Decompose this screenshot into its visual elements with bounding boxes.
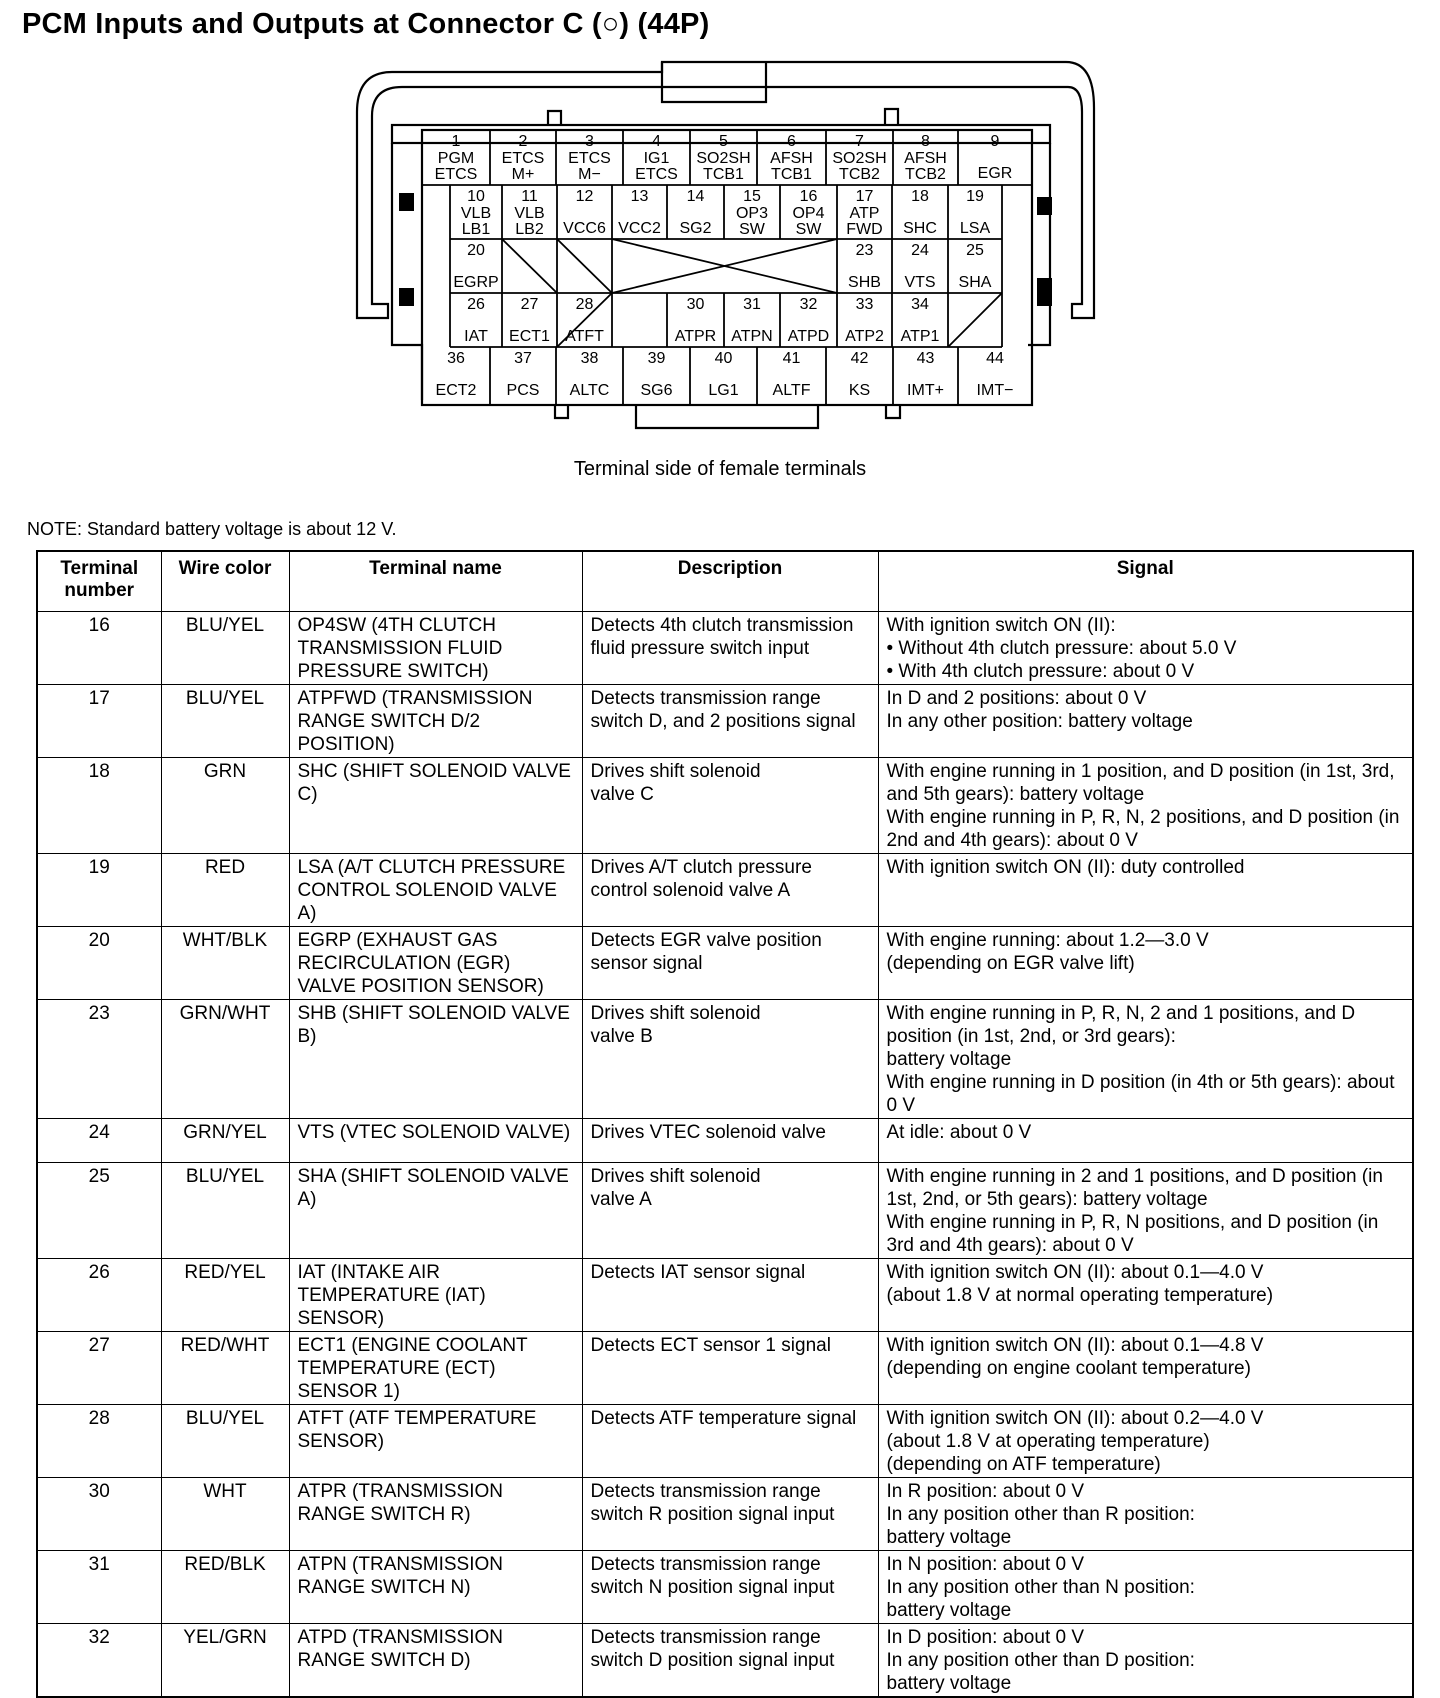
terminal-name-cell: ECT1 (ENGINE COOLANT TEMPERATURE (ECT) SENSOR 1) bbox=[289, 1332, 582, 1405]
connector-pin-8 bbox=[904, 133, 947, 183]
pin-number: 27 bbox=[520, 296, 539, 313]
pin-label: SG2 bbox=[679, 220, 712, 237]
wire-color-cell: GRN bbox=[161, 758, 289, 854]
terminal-name-cell: ATPR (TRANSMISSION RANGE SWITCH R) bbox=[289, 1478, 582, 1551]
terminal-number-cell: 16 bbox=[37, 612, 161, 685]
pin-label: LG1 bbox=[708, 382, 739, 399]
connector-pin-44 bbox=[977, 350, 1014, 399]
pin-label: FWD bbox=[846, 221, 883, 238]
connector-pin-34 bbox=[901, 296, 940, 345]
signal-cell: With ignition switch ON (II): about 0.1—4.8 V (depending on engine coolant temperature) bbox=[878, 1332, 1413, 1405]
pin-number: 14 bbox=[686, 188, 705, 205]
pin-label: ALTF bbox=[772, 382, 811, 399]
pin-label: ATPD bbox=[787, 328, 830, 345]
pin-number: 6 bbox=[787, 133, 796, 150]
connector-pin-40 bbox=[708, 350, 738, 399]
pin-label: PGM bbox=[437, 150, 475, 167]
connector-pin-3 bbox=[568, 133, 611, 183]
description-cell: Detects transmission range switch D, and 2 positions signal bbox=[582, 685, 878, 758]
wire-color-cell: BLU/YEL bbox=[161, 1163, 289, 1259]
pin-number: 28 bbox=[575, 296, 594, 313]
pin-number: 31 bbox=[743, 296, 761, 313]
signal-cell: In D position: about 0 V In any position other than D position: battery voltage bbox=[878, 1624, 1413, 1698]
connector-pin-27 bbox=[509, 296, 550, 345]
pin-number: 8 bbox=[921, 133, 930, 150]
table-row bbox=[37, 854, 1413, 927]
pin-label: TCB1 bbox=[771, 166, 812, 183]
connector-pin-14 bbox=[679, 188, 711, 237]
description-cell: Detects transmission range switch R position signal input bbox=[582, 1478, 878, 1551]
pin-label: EGR bbox=[977, 165, 1013, 182]
terminal-number-cell: 26 bbox=[37, 1259, 161, 1332]
connector-pin-23 bbox=[848, 242, 881, 291]
connector-pin-1 bbox=[435, 133, 478, 183]
pin-number: 38 bbox=[580, 350, 599, 367]
pin-label: ATPR bbox=[674, 328, 717, 345]
description-cell: Detects 4th clutch transmission fluid pressure switch input bbox=[582, 612, 878, 685]
note-text: NOTE: Standard battery voltage is about 12 V. bbox=[27, 519, 397, 539]
pin-number: 19 bbox=[966, 188, 984, 205]
signal-cell: With engine running in 2 and 1 positions, and D position (in 1st, 2nd, or 5th gears): battery voltage With engine running in P, R, N positions, and D position (in 3rd and 4th gears): about 0 V bbox=[878, 1163, 1413, 1259]
description-cell: Detects transmission range switch D position signal input bbox=[582, 1624, 878, 1698]
signal-cell: With engine running in P, R, N, 2 and 1 positions, and D position (in 1st, 2nd, or 3rd gears): battery voltage With engine running in D position (in 4th or 5th gears): about 0 V bbox=[878, 1000, 1413, 1119]
header-signal: Signal bbox=[878, 551, 1413, 612]
connector-pin-25 bbox=[959, 242, 992, 291]
pin-number: 13 bbox=[630, 188, 649, 205]
table-row bbox=[37, 1624, 1413, 1698]
wire-color-cell: BLU/YEL bbox=[161, 612, 289, 685]
description-cell: Drives shift solenoid valve C bbox=[582, 758, 878, 854]
connector-pin-13 bbox=[618, 188, 661, 237]
table-row bbox=[37, 1119, 1413, 1163]
signal-cell: In N position: about 0 V In any position other than N position: battery voltage bbox=[878, 1551, 1413, 1624]
connector-pin-33 bbox=[845, 296, 884, 345]
connector-pin-16 bbox=[792, 188, 824, 238]
terminal-number-cell: 28 bbox=[37, 1405, 161, 1478]
wire-color-cell: GRN/WHT bbox=[161, 1000, 289, 1119]
terminal-name-cell: LSA (A/T CLUTCH PRESSURE CONTROL SOLENOID VALVE A) bbox=[289, 854, 582, 927]
description-cell: Detects IAT sensor signal bbox=[582, 1259, 878, 1332]
pin-label: ATP2 bbox=[845, 328, 884, 345]
pin-number: 10 bbox=[467, 188, 485, 205]
pin-label: OP4 bbox=[792, 205, 825, 222]
pin-label: VLB bbox=[514, 205, 545, 222]
wire-color-cell: WHT bbox=[161, 1478, 289, 1551]
table-row bbox=[37, 1000, 1413, 1119]
signal-cell: With ignition switch ON (II): • Without 4th clutch pressure: about 5.0 V • With 4th clutch pressure: about 0 V bbox=[878, 612, 1413, 685]
table-row bbox=[37, 758, 1413, 854]
terminal-table bbox=[36, 550, 1414, 1698]
terminal-name-cell: ATPN (TRANSMISSION RANGE SWITCH N) bbox=[289, 1551, 582, 1624]
pin-number: 20 bbox=[467, 242, 485, 259]
header-terminal-number: Terminal number bbox=[37, 551, 161, 612]
terminal-name-cell: SHB (SHIFT SOLENOID VALVE B) bbox=[289, 1000, 582, 1119]
pin-label: M+ bbox=[511, 166, 535, 183]
connector-pin-30 bbox=[675, 296, 716, 345]
signal-cell: With ignition switch ON (II): about 0.2—4.0 V (about 1.8 V at operating temperature) (depending on ATF temperature) bbox=[878, 1405, 1413, 1478]
connector-pin-10 bbox=[461, 188, 491, 238]
pin-label: ATFT bbox=[565, 328, 604, 345]
connector-pin-15 bbox=[736, 188, 768, 238]
connector-pin-26 bbox=[464, 296, 488, 345]
signal-cell: With ignition switch ON (II): duty controlled bbox=[878, 854, 1413, 927]
table-row bbox=[37, 685, 1413, 758]
wire-color-cell: RED bbox=[161, 854, 289, 927]
terminal-number-cell: 25 bbox=[37, 1163, 161, 1259]
terminal-name-cell: SHC (SHIFT SOLENOID VALVE C) bbox=[289, 758, 582, 854]
terminal-number-cell: 30 bbox=[37, 1478, 161, 1551]
connector-pin-24 bbox=[904, 242, 935, 291]
connector-pin-19 bbox=[960, 188, 991, 237]
signal-cell: With ignition switch ON (II): about 0.1—4.0 V (about 1.8 V at normal operating temperature) bbox=[878, 1259, 1413, 1332]
pin-number: 18 bbox=[911, 188, 929, 205]
connector-pin-20 bbox=[453, 242, 498, 291]
connector-pin-18 bbox=[903, 188, 937, 237]
pin-number: 34 bbox=[911, 296, 929, 313]
description-cell: Drives A/T clutch pressure control solenoid valve A bbox=[582, 854, 878, 927]
pin-label: SO2SH bbox=[696, 150, 751, 167]
wire-color-cell: WHT/BLK bbox=[161, 927, 289, 1000]
pin-number: 2 bbox=[518, 133, 528, 150]
connector-pin-4 bbox=[635, 133, 678, 183]
table-row bbox=[37, 1478, 1413, 1551]
pin-label: IMT+ bbox=[907, 382, 944, 399]
pin-number: 1 bbox=[451, 133, 461, 150]
signal-cell: In R position: about 0 V In any position other than R position: battery voltage bbox=[878, 1478, 1413, 1551]
terminal-number-cell: 24 bbox=[37, 1119, 161, 1163]
pin-number: 3 bbox=[585, 133, 594, 150]
terminal-number-cell: 17 bbox=[37, 685, 161, 758]
connector-pin-36 bbox=[436, 350, 477, 399]
header-wire-color: Wire color bbox=[161, 551, 289, 612]
wire-color-cell: RED/BLK bbox=[161, 1551, 289, 1624]
terminal-name-cell: EGRP (EXHAUST GAS RECIRCULATION (EGR) VALVE POSITION SENSOR) bbox=[289, 927, 582, 1000]
terminal-number-cell: 23 bbox=[37, 1000, 161, 1119]
diagram-caption: Terminal side of female terminals bbox=[573, 458, 867, 480]
pin-label: ATPN bbox=[731, 328, 773, 345]
pin-label: SHB bbox=[848, 274, 881, 291]
wire-color-cell: BLU/YEL bbox=[161, 685, 289, 758]
pin-label: ALTC bbox=[569, 382, 610, 399]
table-header-row bbox=[37, 551, 1413, 612]
connector-pin-32 bbox=[788, 296, 829, 345]
pin-label: ECT2 bbox=[435, 382, 477, 399]
connector-diagram bbox=[0, 0, 1440, 470]
pin-label: IAT bbox=[464, 328, 488, 345]
pin-number: 39 bbox=[647, 350, 666, 367]
signal-cell: In D and 2 positions: about 0 V In any other position: battery voltage bbox=[878, 685, 1413, 758]
pin-number: 25 bbox=[966, 242, 984, 259]
pin-number: 9 bbox=[990, 133, 1000, 150]
connector-pin-41 bbox=[773, 350, 811, 399]
wire-color-cell: GRN/YEL bbox=[161, 1119, 289, 1163]
connector-pin-5 bbox=[696, 133, 750, 183]
pin-label: SO2SH bbox=[832, 150, 887, 167]
terminal-number-cell: 27 bbox=[37, 1332, 161, 1405]
pin-label: VLB bbox=[460, 205, 492, 222]
pin-number: 5 bbox=[719, 133, 728, 150]
table-row bbox=[37, 612, 1413, 685]
pin-label: SG6 bbox=[640, 382, 673, 399]
table-row bbox=[37, 1259, 1413, 1332]
terminal-name-cell: VTS (VTEC SOLENOID VALVE) bbox=[289, 1119, 582, 1163]
wire-color-cell: YEL/GRN bbox=[161, 1624, 289, 1698]
pin-label: TCB2 bbox=[839, 166, 880, 183]
pin-number: 23 bbox=[855, 242, 874, 259]
pin-label: ETCS bbox=[501, 150, 545, 167]
pin-label: OP3 bbox=[735, 205, 769, 222]
pin-label: SHC bbox=[903, 220, 937, 237]
pin-label: IG1 bbox=[643, 150, 670, 167]
terminal-number-cell: 31 bbox=[37, 1551, 161, 1624]
description-cell: Detects ATF temperature signal bbox=[582, 1405, 878, 1478]
pin-label: LB2 bbox=[515, 221, 544, 238]
description-cell: Drives shift solenoid valve B bbox=[582, 1000, 878, 1119]
connector-pin-38 bbox=[570, 350, 610, 399]
connector-pin-9 bbox=[978, 133, 1013, 182]
signal-cell: With engine running in 1 position, and D position (in 1st, 3rd, and 5th gears): battery voltage With engine running in P, R, N, 2 positions, and D position (in 2nd and 4th gears): about 0 V bbox=[878, 758, 1413, 854]
pin-number: 41 bbox=[782, 350, 801, 367]
pin-number: 32 bbox=[799, 296, 818, 313]
terminal-number-cell: 32 bbox=[37, 1624, 161, 1698]
table-row bbox=[37, 1405, 1413, 1478]
pin-label: VCC2 bbox=[618, 220, 661, 237]
pin-label: ATP1 bbox=[900, 328, 940, 345]
connector-pin-42 bbox=[849, 350, 870, 399]
pin-label: VCC6 bbox=[563, 220, 606, 237]
pin-label: SW bbox=[739, 221, 765, 238]
wire-color-cell: RED/YEL bbox=[161, 1259, 289, 1332]
pin-number: 42 bbox=[850, 350, 869, 367]
connector-pin-39 bbox=[640, 350, 672, 399]
pin-label: IMT− bbox=[976, 382, 1014, 399]
description-cell: Detects ECT sensor 1 signal bbox=[582, 1332, 878, 1405]
table-row bbox=[37, 927, 1413, 1000]
connector-pin-12 bbox=[563, 188, 606, 237]
pin-label: ETCS bbox=[568, 150, 611, 167]
connector-pin-6 bbox=[770, 133, 813, 183]
pin-label: SHA bbox=[958, 274, 992, 291]
table-row bbox=[37, 1332, 1413, 1405]
pin-label: SW bbox=[795, 221, 822, 238]
connector-pin-2 bbox=[502, 133, 545, 183]
pin-number: 44 bbox=[986, 350, 1004, 367]
pin-number: 36 bbox=[447, 350, 465, 367]
terminal-number-cell: 19 bbox=[37, 854, 161, 927]
connector-pin-31 bbox=[731, 296, 772, 345]
table-row bbox=[37, 1163, 1413, 1259]
pin-label: EGRP bbox=[453, 274, 499, 291]
pin-number: 11 bbox=[521, 188, 538, 205]
pin-label: M− bbox=[578, 166, 601, 183]
pin-number: 37 bbox=[514, 350, 532, 367]
pin-label: ECT1 bbox=[509, 328, 550, 345]
pin-number: 26 bbox=[467, 296, 485, 313]
description-cell: Drives VTEC solenoid valve bbox=[582, 1119, 878, 1163]
pin-number: 40 bbox=[714, 350, 733, 367]
connector-pin-17 bbox=[846, 188, 882, 238]
pin-number: 4 bbox=[652, 133, 661, 150]
page-title: PCM Inputs and Outputs at Connector C (○) (44P) bbox=[22, 8, 710, 40]
pin-label: LB1 bbox=[461, 221, 491, 238]
connector-pin-37 bbox=[507, 350, 540, 399]
pin-number: 15 bbox=[743, 188, 761, 205]
wire-color-cell: BLU/YEL bbox=[161, 1405, 289, 1478]
pin-number: 7 bbox=[855, 133, 864, 150]
pin-label: ETCS bbox=[635, 166, 678, 183]
header-terminal-name: Terminal name bbox=[289, 551, 582, 612]
pin-number: 33 bbox=[855, 296, 874, 313]
signal-cell: At idle: about 0 V bbox=[878, 1119, 1413, 1163]
description-cell: Detects EGR valve position sensor signal bbox=[582, 927, 878, 1000]
connector-pin-43 bbox=[907, 350, 944, 399]
terminal-number-cell: 20 bbox=[37, 927, 161, 1000]
pin-number: 43 bbox=[916, 350, 935, 367]
pin-label: VTS bbox=[904, 274, 936, 291]
terminal-name-cell: ATPD (TRANSMISSION RANGE SWITCH D) bbox=[289, 1624, 582, 1698]
pin-label: LSA bbox=[959, 220, 991, 237]
description-cell: Drives shift solenoid valve A bbox=[582, 1163, 878, 1259]
pin-number: 24 bbox=[911, 242, 929, 259]
pin-label: TCB2 bbox=[905, 166, 946, 183]
terminal-name-cell: OP4SW (4TH CLUTCH TRANSMISSION FLUID PRESSURE SWITCH) bbox=[289, 612, 582, 685]
pin-number: 12 bbox=[575, 188, 594, 205]
pin-number: 16 bbox=[799, 188, 818, 205]
pin-label: ATP bbox=[849, 205, 880, 222]
table-row bbox=[37, 1551, 1413, 1624]
terminal-number-cell: 18 bbox=[37, 758, 161, 854]
pin-label: AFSH bbox=[770, 150, 813, 167]
terminal-name-cell: IAT (INTAKE AIR TEMPERATURE (IAT) SENSOR) bbox=[289, 1259, 582, 1332]
pin-label: KS bbox=[848, 382, 871, 399]
connector-pin-11 bbox=[514, 188, 544, 238]
signal-cell: With engine running: about 1.2—3.0 V (depending on EGR valve lift) bbox=[878, 927, 1413, 1000]
pin-number: 17 bbox=[855, 188, 874, 205]
description-cell: Detects transmission range switch N position signal input bbox=[582, 1551, 878, 1624]
terminal-name-cell: ATFT (ATF TEMPERATURE SENSOR) bbox=[289, 1405, 582, 1478]
header-description: Description bbox=[582, 551, 878, 612]
pin-label: AFSH bbox=[904, 150, 947, 167]
wire-color-cell: RED/WHT bbox=[161, 1332, 289, 1405]
pin-label: ETCS bbox=[434, 166, 478, 183]
pin-number: 30 bbox=[686, 296, 705, 313]
connector-pin-7 bbox=[832, 133, 886, 183]
pin-label: PCS bbox=[506, 382, 540, 399]
terminal-name-cell: ATPFWD (TRANSMISSION RANGE SWITCH D/2 POSITION) bbox=[289, 685, 582, 758]
terminal-name-cell: SHA (SHIFT SOLENOID VALVE A) bbox=[289, 1163, 582, 1259]
pin-label: TCB1 bbox=[703, 166, 744, 183]
